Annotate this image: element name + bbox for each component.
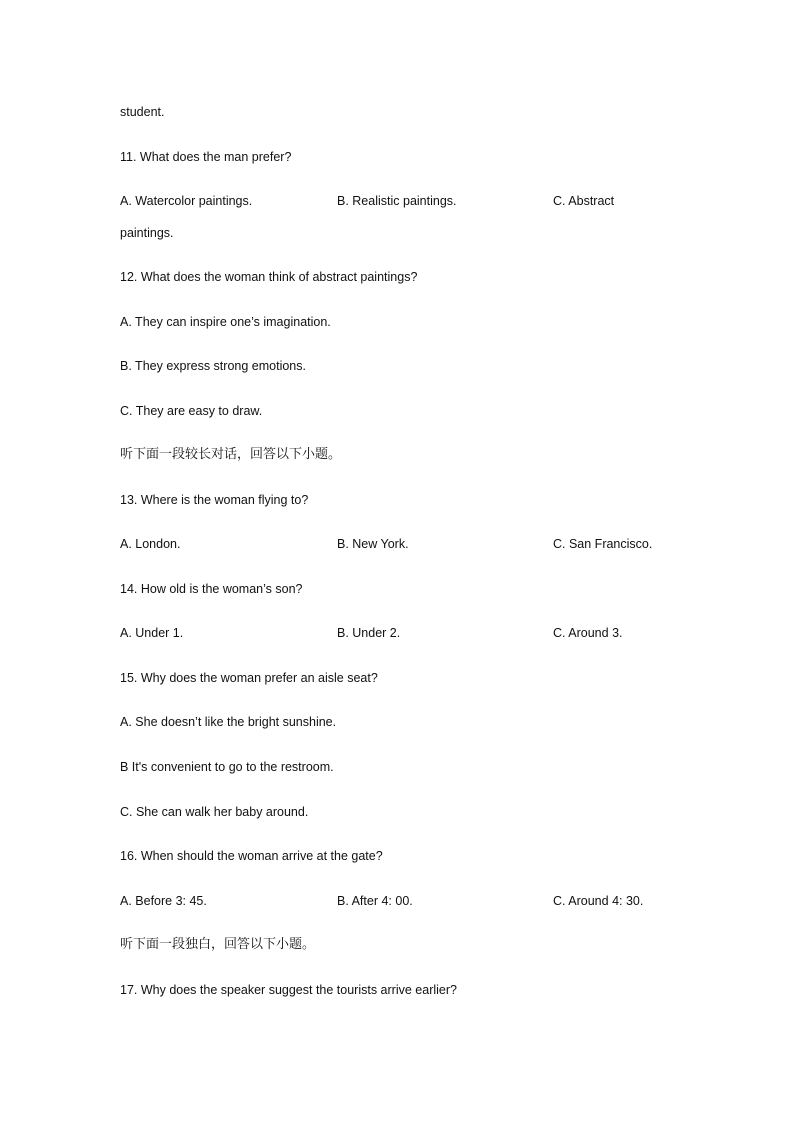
q13-option-a: A. London.: [120, 537, 181, 551]
section-instruction-monologue: 听下面一段独白，回答以下小题。: [120, 937, 316, 952]
question-16: 16. When should the woman arrive at the gate?: [120, 849, 383, 863]
question-15: 15. Why does the woman prefer an aisle seat?: [120, 671, 378, 685]
q16-option-c: C. Around 4: 30.: [553, 894, 644, 908]
question-12: 12. What does the woman think of abstract paintings?: [120, 270, 418, 284]
q12-option-a: A. They can inspire one’s imagination.: [120, 315, 331, 329]
q12-option-b: B. They express strong emotions.: [120, 359, 306, 373]
question-17: 17. Why does the speaker suggest the tourists arrive earlier?: [120, 983, 457, 997]
q11-option-a: A. Watercolor paintings.: [120, 194, 253, 208]
q13-option-b: B. New York.: [337, 537, 409, 551]
q15-option-b: B It's convenient to go to the restroom.: [120, 760, 334, 774]
section-instruction-dialogue: 听下面一段较长对话，回答以下小题。: [120, 447, 342, 462]
text-line: student.: [120, 105, 165, 119]
q12-option-c: C. They are easy to draw.: [120, 404, 263, 418]
q15-option-a: A. She doesn’t like the bright sunshine.: [120, 715, 337, 729]
q14-option-b: B. Under 2.: [337, 626, 401, 640]
question-11: 11. What does the man prefer?: [120, 150, 292, 164]
q15-option-c: C. She can walk her baby around.: [120, 805, 309, 819]
question-13: 13. Where is the woman flying to?: [120, 493, 309, 507]
q16-option-b: B. After 4: 00.: [337, 894, 413, 908]
q13-option-c: C. San Francisco.: [553, 537, 653, 551]
q11-option-c-continued: paintings.: [120, 226, 174, 240]
q14-option-c: C. Around 3.: [553, 626, 623, 640]
q11-option-c: C. Abstract: [553, 194, 615, 208]
q11-option-b: B. Realistic paintings.: [337, 194, 457, 208]
question-14: 14. How old is the woman’s son?: [120, 582, 303, 596]
q14-option-a: A. Under 1.: [120, 626, 184, 640]
q16-option-a: A. Before 3: 45.: [120, 894, 207, 908]
